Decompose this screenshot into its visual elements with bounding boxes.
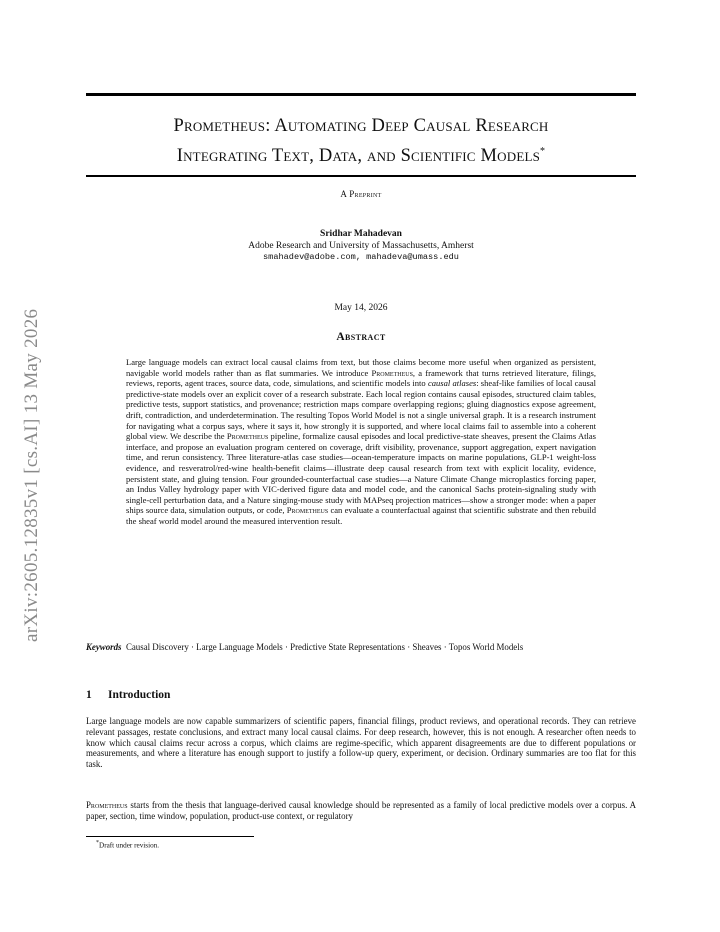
author-block xyxy=(86,229,636,264)
title-footnote-mark: * xyxy=(540,146,546,157)
arxiv-stamp: arXiv:2605.12835v1 [cs.AI] 13 May 2026 xyxy=(21,308,42,642)
abstract-part-1: Large language models can extract local causal claims from text, but those claims become more useful when organized as persistent, navigable world models rather than as flat summaries. We introduce xyxy=(126,357,596,378)
footnote-mark: * xyxy=(96,840,99,846)
title-bottom-rule xyxy=(86,175,636,177)
abstract-part-3: : sheaf-like families of local causal predictive-state models over an explicit cover of a research substrate. Each local region contains causal episodes, structured claim tables, predictive tests, support statistics, and provenance; restriction maps compare overlapping regions; gluing diagnostics expose agreement, drift, contradiction, and underdetermination. The resulting Topos World Model is not a single universal graph. It is a research instrument for navigating what a corpus says, where it says it, how strongly it is supported, and where local claims fail to assemble into a coherent global view. We describe the xyxy=(126,378,596,442)
abstract-prometheus-2: Prometheus xyxy=(226,431,269,442)
section-title: Introduction xyxy=(108,689,171,701)
keywords-list: Causal Discovery · Large Language Models · Predictive State Representations · Sheaves · Topos World Models xyxy=(125,642,524,652)
intro-prometheus: Prometheus xyxy=(86,800,128,810)
keywords xyxy=(86,642,636,653)
footnote xyxy=(96,840,159,849)
abstract-part-5: can evaluate a counterfactual against that scientific substrate and then rebuild the sheaf world model around the measured intervention result. xyxy=(126,505,596,526)
author-emails: smahadev@adobe.com, mahadeva@umass.edu xyxy=(263,252,459,262)
author-name: Sridhar Mahadevan xyxy=(320,229,402,239)
title-line-1: Prometheus: Automating Deep Causal Research xyxy=(173,116,549,136)
section-number: 1 xyxy=(86,689,92,701)
author-affiliation: Adobe Research and University of Massachusetts, Amherst xyxy=(248,240,474,251)
abstract-causal-atlases: causal atlases xyxy=(427,378,477,389)
intro-paragraph-2-text: starts from the thesis that language-derived causal knowledge should be represented as a family of local predictive models over a corpus. A paper, section, time window, population, product-use context, or regulatory xyxy=(86,800,636,821)
paper-title xyxy=(86,114,636,169)
abstract-text xyxy=(126,357,596,527)
title-top-rule xyxy=(86,93,636,96)
preprint-label: A Preprint xyxy=(340,189,382,199)
intro-paragraph-2 xyxy=(86,800,636,822)
abstract-prometheus-3: Prometheus xyxy=(286,505,329,516)
intro-paragraph-1: Large language models are now capable summarizers of scientific papers, financial filings, product reviews, and operational records. They can retrieve relevant passages, restate conclusions, and extract many local causal claims. For deep research, however, this is not enough. A researcher often needs to know which causal claims recur across a corpus, which claims are regime-specific, which apparent disagreements are due to different populations or measurements, and where a literature has enough support to justify a follow-up query, experiment, or decision. Ordinary summaries are too flat for this task. xyxy=(86,716,636,770)
abstract-prometheus-1: Prometheus xyxy=(371,367,413,378)
paper-date: May 14, 2026 xyxy=(334,303,388,313)
footnote-text: Draft under revision. xyxy=(99,841,160,850)
section-heading xyxy=(86,689,636,701)
abstract-part-2: , a framework that turns retrieved literature, filings, reviews, reports, agent traces, source data, code, simulations, and scientific models into xyxy=(126,367,596,389)
abstract-part-4: pipeline, formalize causal episodes and local predictive-state sheaves, present the Claims Atlas interface, and propose an evaluation program centered on coverage, drift visibility, provenance, support aggregation, expert navigation time, and rerun consistency. Three literature-atlas case studies—ocean-temperature impacts on marine populations, GLP-1 weight-loss evidence, and resveratrol/red-wine health-benefit claims—illustrate deep causal research from text with explicit locality, evidence, persistent state, and gluing tension. Four grounded-counterfactual case studies—a Nature Climate Change microplastics forcing paper, an Indus Valley hydrology paper with VIC-derived figure data and model code, and the canonical Sachs protein-signaling study with single-cell perturbation data, and a Nature singing-mouse study with MAPseq projection matrices—show a stronger mode: when a paper ships source data, simulation outputs, or code, xyxy=(126,431,596,516)
title-line-2-wrap xyxy=(86,139,636,169)
abstract-heading: Abstract xyxy=(336,331,386,343)
title-line-2: Integrating Text, Data, and Scientific Models xyxy=(176,146,541,167)
footnote-rule xyxy=(86,836,254,837)
keywords-label: Keywords xyxy=(86,642,122,652)
